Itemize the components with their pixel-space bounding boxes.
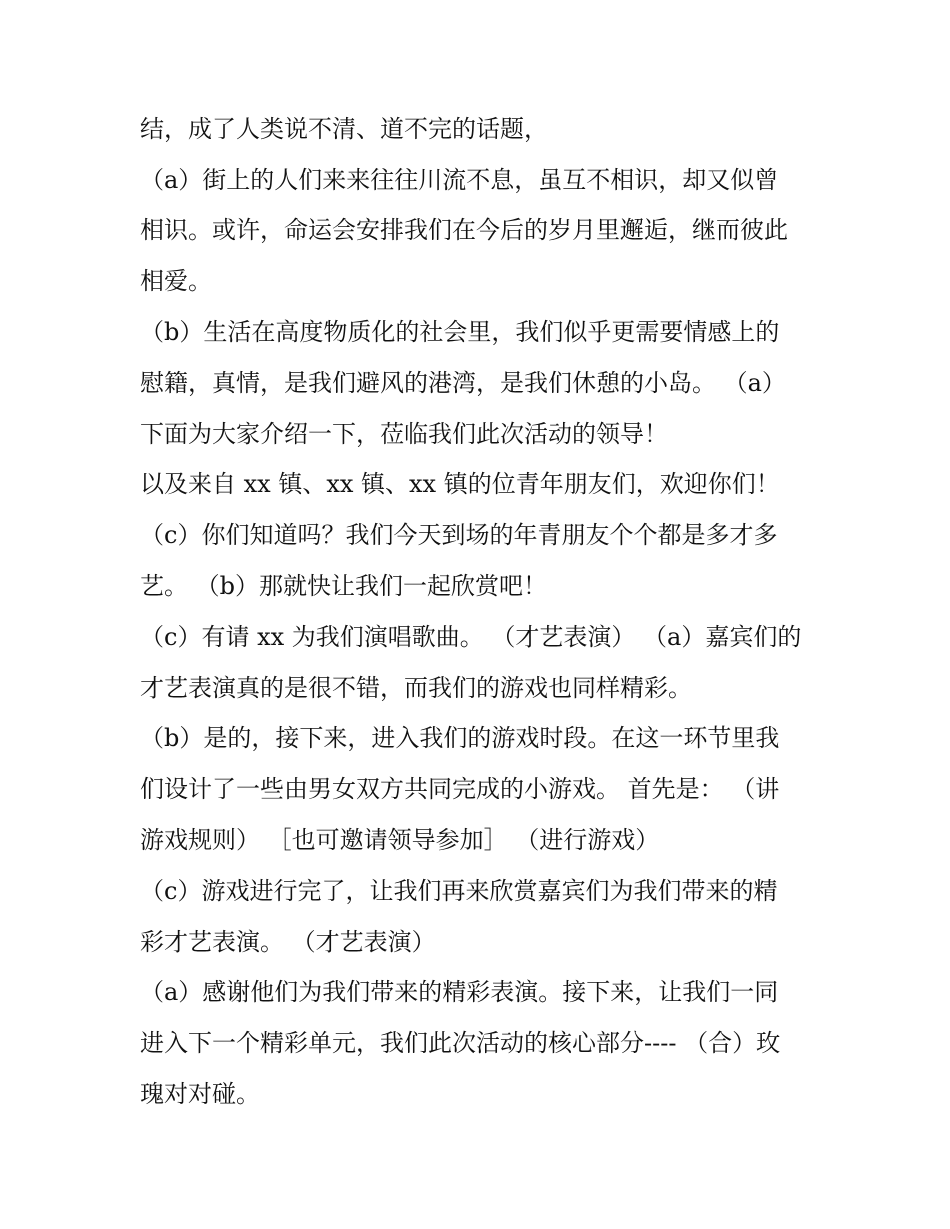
text-line: 相识。或许，命运会安排我们在今后的岁月里邂逅，继而彼此: [140, 216, 788, 244]
text-line: 进入下一个精彩单元，我们此次活动的核心部分---- （合）玫: [140, 1029, 781, 1057]
text-line: 才艺表演真的是很不错，而我们的游戏也同样精彩。: [140, 674, 692, 702]
text-line: 游戏规则） ［也可邀请领导参加］ （进行游戏）: [140, 826, 660, 854]
text-line: 以及来自 xx 镇、xx 镇、xx 镇的位青年朋友们，欢迎你们！: [140, 470, 780, 498]
text-line: （c）有请 xx 为我们演唱歌曲。 （才艺表演） （a）嘉宾们的: [140, 623, 802, 651]
text-line: 艺。 （b）那就快让我们一起欣赏吧！: [140, 572, 547, 600]
text-line: （a）街上的人们来来往往川流不息，虽互不相识，却又似曾: [140, 166, 779, 194]
text-line: （a）感谢他们为我们带来的精彩表演。接下来，让我们一同: [140, 978, 779, 1006]
text-line: 瑰对对碰。: [140, 1080, 260, 1108]
text-line: 下面为大家介绍一下，莅临我们此次活动的领导！: [140, 420, 668, 448]
text-line: （b）是的，接下来，进入我们的游戏时段。在这一环节里我: [140, 724, 780, 752]
text-line: 相爱。: [140, 267, 212, 295]
text-line: （b）生活在高度物质化的社会里，我们似乎更需要情感上的: [140, 318, 780, 346]
text-line: 结，成了人类说不清、道不完的话题，: [140, 115, 548, 143]
text-line: 彩才艺表演。 （才艺表演）: [140, 928, 436, 956]
text-line: 们设计了一些由男女双方共同完成的小游戏。 首先是： （讲: [140, 775, 780, 803]
text-line: （c）游戏进行完了，让我们再来欣赏嘉宾们为我们带来的精: [140, 877, 778, 905]
text-line: 慰籍，真情，是我们避风的港湾，是我们休憩的小岛。 （a）: [140, 369, 786, 397]
text-line: （c）你们知道吗？我们今天到场的年青朋友个个都是多才多: [140, 521, 778, 549]
